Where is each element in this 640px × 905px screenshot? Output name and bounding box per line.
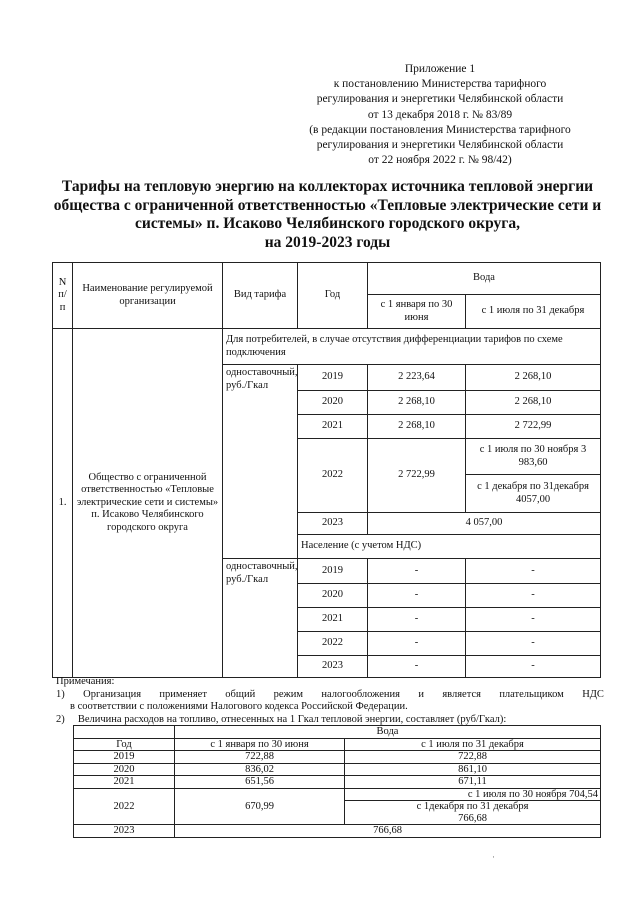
header-tariff-type: Вид тарифа [223, 263, 298, 329]
value-cell: - [368, 656, 466, 678]
fuel-header-period-2: с 1 июля по 31 декабря [345, 738, 601, 751]
row-number: 1. [53, 329, 73, 678]
fuel-year-cell: 2020 [74, 763, 175, 776]
fuel-value-cell: 722,88 [345, 751, 601, 764]
fuel-value-cell: 671,11 [345, 776, 601, 789]
value-cell: 2 268,10 [368, 391, 466, 415]
note-word: Организация [83, 688, 142, 700]
year-cell: 2021 [298, 608, 368, 632]
year-cell: 2020 [298, 391, 368, 415]
value-cell: - [368, 584, 466, 608]
value-cell: 2 268,10 [368, 415, 466, 439]
value-cell: 2 722,99 [466, 415, 601, 439]
group-label-consumers: Для потребителей, в случае отсутствия дифференциации тарифов по схеме подключения [223, 329, 601, 365]
fuel-header-water: Вода [175, 726, 601, 739]
year-cell: 2020 [298, 584, 368, 608]
note-1 [56, 689, 604, 702]
value-cell: - [466, 656, 601, 678]
note-1-continuation: в соответствии с положениями Налогового кодекса Российской Федерации. [70, 701, 408, 712]
header-line: регулирования и энергетики Челябинской области [316, 93, 564, 106]
document-title [40, 178, 615, 252]
note-word: НДС [582, 688, 604, 700]
header-line: (в редакции постановления Министерства тарифного [309, 123, 571, 136]
fuel-value-cell: 651,56 [175, 776, 345, 789]
notes-heading: Примечания: [56, 676, 115, 687]
value-cell: 2 268,10 [466, 391, 601, 415]
tariff-type-cell: одноставочный, руб./Гкал [223, 559, 298, 678]
year-cell: 2019 [298, 365, 368, 391]
year-cell: 2022 [298, 439, 368, 513]
scan-mark: · [492, 852, 495, 862]
year-cell: 2023 [298, 513, 368, 535]
value-cell: с 1 июля по 30 ноября 3 983,60 [466, 439, 601, 475]
fuel-value-line: 766,68 [458, 812, 487, 824]
note-2: 2) Величина расходов на топливо, отнесенных на 1 Гкал тепловой энергии, составляет (руб/Гкал): [56, 713, 507, 725]
notes-section [56, 676, 604, 726]
title-line: общества с ограниченной ответственностью «Тепловые электрические сети и [53, 196, 602, 214]
value-cell: - [368, 559, 466, 584]
title-line: системы» п. Исаково Челябинского городского округа, [135, 215, 520, 232]
value-cell: 2 268,10 [466, 365, 601, 391]
tariff-type-cell: одноставочный, руб./Гкал [223, 365, 298, 559]
header-year: Год [298, 263, 368, 329]
fuel-year-cell: 2019 [74, 751, 175, 764]
fuel-year-cell: 2023 [74, 825, 175, 838]
fuel-year-cell: 2021 [74, 776, 175, 789]
fuel-value-cell: 766,68 [175, 825, 601, 838]
fuel-header-year: Год [74, 738, 175, 751]
header-line: от 13 декабря 2018 г. № 83/89 [367, 108, 513, 121]
value-cell: - [466, 608, 601, 632]
note-word: применяет [159, 688, 207, 700]
title-line: Тарифы на тепловую энергию на коллекторах источника тепловой энергии [61, 178, 594, 195]
header-line: к постановлению Министерства тарифного [333, 78, 547, 91]
title-line: на 2019-2023 годы [264, 233, 391, 251]
value-cell: 2 722,99 [368, 439, 466, 513]
organization-name: Общество с ограниченной ответственностью «Тепловые электрические сети и системы» п. Исаково Челябинского городского округа [73, 329, 223, 678]
year-cell: 2022 [298, 632, 368, 656]
group-label-population: Население (с учетом НДС) [298, 535, 601, 559]
fuel-value-cell: 722,88 [175, 751, 345, 764]
header-water: Вода [368, 263, 601, 295]
fuel-value-cell [345, 801, 601, 825]
note-word: общий [225, 688, 256, 700]
header-line: регулирования и энергетики Челябинской области [316, 139, 564, 152]
tariff-table [52, 262, 601, 678]
note-word: и [418, 688, 424, 700]
note-word: является [442, 688, 481, 700]
fuel-value-cell: 861,10 [345, 763, 601, 776]
value-cell: - [368, 632, 466, 656]
header-period-2: с 1 июля по 31 декабря [466, 295, 601, 329]
fuel-value-cell: 670,99 [175, 788, 345, 825]
year-cell: 2019 [298, 559, 368, 584]
header-num: N п/п [53, 263, 73, 329]
appendix-header [280, 62, 600, 168]
fuel-value-cell: с 1 июля по 30 ноября 704,54 [345, 788, 601, 801]
value-cell: с 1 декабря по 31декабря 4057,00 [466, 475, 601, 513]
value-cell: - [466, 559, 601, 584]
fuel-value-line: с 1декабря по 31 декабря [416, 801, 529, 812]
fuel-year-cell: 2022 [74, 788, 175, 825]
header-line: от 22 ноября 2022 г. № 98/42) [368, 154, 512, 167]
header-org: Наименование регулируемой организации [73, 263, 223, 329]
note-word: налогообложения [321, 688, 400, 700]
header-period-1: с 1 января по 30 июня [368, 295, 466, 329]
year-cell: 2021 [298, 415, 368, 439]
value-cell: 2 223,64 [368, 365, 466, 391]
fuel-value-cell: 836,02 [175, 763, 345, 776]
note-word: 1) [56, 688, 65, 700]
fuel-header-period-1: с 1 января по 30 июня [175, 738, 345, 751]
value-cell: - [466, 632, 601, 656]
value-cell: - [368, 608, 466, 632]
value-cell: 4 057,00 [368, 513, 601, 535]
note-word: плательщиком [499, 688, 564, 700]
note-word: режим [273, 688, 304, 700]
value-cell: - [466, 584, 601, 608]
year-cell: 2023 [298, 656, 368, 678]
fuel-cost-table [73, 725, 601, 838]
header-line: Приложение 1 [404, 63, 476, 75]
